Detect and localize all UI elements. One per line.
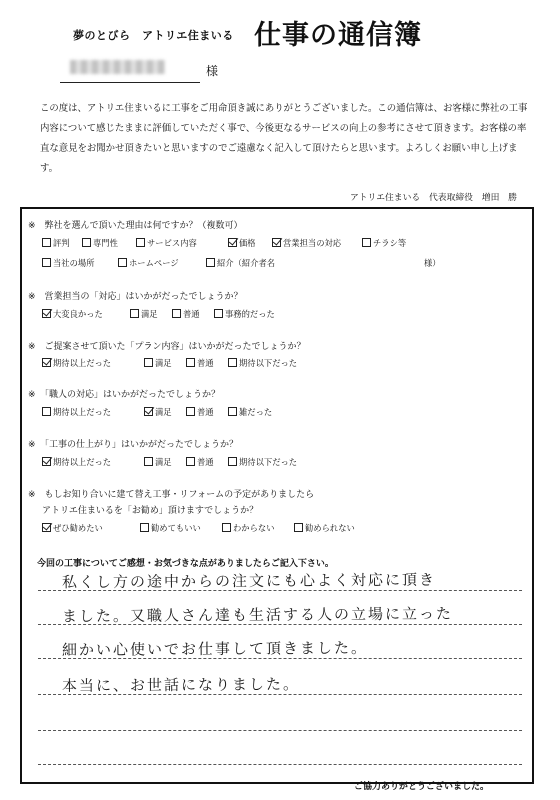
option-expertise[interactable]: 専門性 [82,237,118,249]
checkbox[interactable] [186,358,195,367]
checkbox[interactable] [118,258,127,267]
question-6: ※ もしお知り合いに建て替え工事・リフォームの予定がありましたら [28,490,315,500]
option-very-good[interactable]: 大変良かった [42,308,103,320]
option-satisfied[interactable]: 満足 [144,456,172,468]
handwritten-comment-line: ました。又職人さん達も生活する人の立場に立った [61,604,454,626]
comment-prompt: 今回の工事についてご感想・お気づきな点がありましたらご記入下さい。 [37,559,334,569]
option-average[interactable]: 普通 [186,357,214,369]
checkbox-checked[interactable] [228,238,237,247]
option-flyer[interactable]: チラシ等 [362,237,406,249]
question-1: ※ 弊社を選んで頂いた理由は何ですか？（複数可） [28,221,243,231]
option-cannot[interactable]: 勧められない [294,522,355,534]
checkbox-checked[interactable] [42,523,51,532]
checkbox[interactable] [42,238,51,247]
honorific: 様 [206,64,219,78]
handwritten-comment-line: 細かい心使いでお仕事して頂きました。 [61,638,369,660]
checkbox[interactable] [362,238,371,247]
option-sloppy[interactable]: 雑だった [228,406,272,418]
checkbox[interactable] [228,457,237,466]
handwritten-comment-line: 私くし方の途中からの注文にも心よく対応に頂き [61,570,437,592]
handwritten-comment-line: 本当に、お世話になりました。 [61,675,301,695]
option-homepage[interactable]: ホームページ [118,257,179,269]
option-below[interactable]: 期待以下だった [228,357,297,369]
option-satisfied[interactable]: 満足 [144,406,172,418]
checkbox-checked[interactable] [42,457,51,466]
checkbox[interactable] [222,523,231,532]
option-exceeded[interactable]: 期待以上だった [42,456,111,468]
checkbox[interactable] [186,457,195,466]
checkbox[interactable] [144,358,153,367]
option-maybe[interactable]: 勧めてもいい [140,522,201,534]
option-businesslike[interactable]: 事務的だった [214,308,275,320]
option-sales-response[interactable]: 営業担当の対応 [272,237,341,249]
checkbox[interactable] [136,238,145,247]
page-title: 仕事の通信簿 [254,20,422,51]
option-location[interactable]: 当社の場所 [42,257,95,269]
writing-line [38,764,522,765]
referral-suffix: 様） [424,258,441,268]
option-below[interactable]: 期待以下だった [228,456,297,468]
option-average[interactable]: 普通 [186,456,214,468]
checkbox[interactable] [228,358,237,367]
option-exceeded[interactable]: 期待以上だった [42,357,111,369]
checkbox[interactable] [82,238,91,247]
customer-name-line [60,68,200,83]
checkbox[interactable] [172,309,181,318]
checkbox[interactable] [144,457,153,466]
question-6-line-2: アトリエ住まいるを「お勧め」頂けますでしょうか？ [42,506,259,516]
brand-name: 夢のとびら アトリエ住まいる [73,29,234,42]
checkbox[interactable] [186,407,195,416]
checkbox-checked[interactable] [272,238,281,247]
option-average[interactable]: 普通 [172,308,200,320]
checkbox[interactable] [42,258,51,267]
checkbox[interactable] [294,523,303,532]
intro-text: この度は、アトリエ住まいるに工事をご用命頂き誠にありがとうございました。この通信簿は、お客様に弊社の工事内容について感じたままに評価していただく事で、今後更なるサービスの向上の参考にさせて頂きます。お客様の率直な意見をお聞かせ頂きたいと思いますのでご遠慮なく記入して頂けたらと思います。よろしくお願い申し上げます。 [40,103,528,174]
question-3: ※ ご提案させて頂いた「プラン内容」はいかがだったでしょうか？ [28,342,306,352]
checkbox-checked[interactable] [42,309,51,318]
option-definitely[interactable]: ぜひ勧めたい [42,522,103,534]
option-referral[interactable]: 紹介（紹介者名 [206,257,275,269]
option-average[interactable]: 普通 [186,406,214,418]
writing-line [38,730,522,731]
option-service[interactable]: サービス内容 [136,237,197,249]
thanks-message: ご協力ありがとうございました。 [354,782,490,792]
option-unsure[interactable]: わからない [222,522,275,534]
checkbox[interactable] [214,309,223,318]
question-2: ※ 営業担当の「対応」はいかがだったでしょうか？ [28,292,243,302]
option-exceeded[interactable]: 期待以上だった [42,406,111,418]
checkbox[interactable] [42,407,51,416]
checkbox[interactable] [206,258,215,267]
signer: アトリエ住まいる 代表取締役 増田 勝 [350,193,517,203]
checkbox[interactable] [228,407,237,416]
option-price[interactable]: 価格 [228,237,256,249]
checkbox-checked[interactable] [42,358,51,367]
question-4: ※ 「職人の対応」はいかがだったでしょうか？ [28,390,221,400]
option-reputation[interactable]: 評判 [42,237,70,249]
option-satisfied[interactable]: 満足 [144,357,172,369]
checkbox[interactable] [130,309,139,318]
checkbox-checked[interactable] [144,407,153,416]
option-satisfied[interactable]: 満足 [130,308,158,320]
checkbox[interactable] [140,523,149,532]
question-5: ※ 「工事の仕上がり」はいかがだったでしょうか？ [28,440,239,450]
